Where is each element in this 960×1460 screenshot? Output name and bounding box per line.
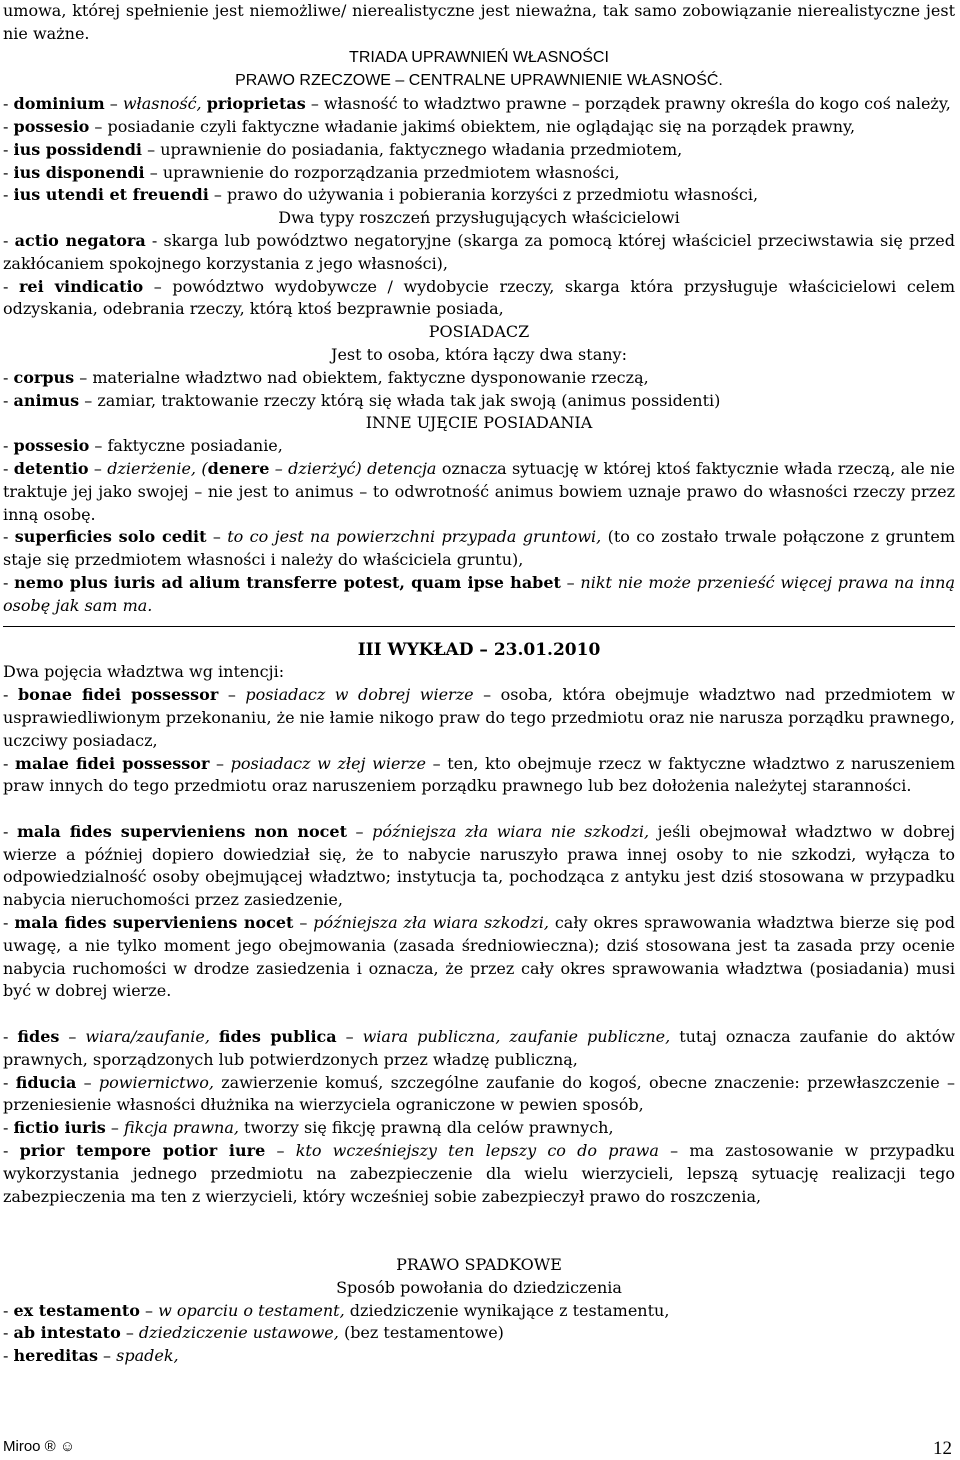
term: detentio xyxy=(13,458,89,478)
section-heading xyxy=(3,344,955,367)
translation: w oparciu o testament, xyxy=(158,1300,345,1320)
paragraph xyxy=(3,0,955,46)
section-heading xyxy=(3,321,955,344)
term: actio negatora xyxy=(14,230,146,250)
translation: posiadacz w dobrej wierze xyxy=(245,685,474,705)
text-run: - xyxy=(3,390,14,410)
text-run: - xyxy=(3,367,14,387)
translation: spadek, xyxy=(116,1346,179,1366)
term: mala fides supervieniens nocet xyxy=(14,913,294,933)
term: nemo plus iuris ad alium transferre potest, quam ipse habet xyxy=(14,572,561,592)
blank-line xyxy=(3,1208,955,1231)
text-run: - xyxy=(3,1072,16,1092)
text-run: – xyxy=(88,458,108,478)
text-run: - xyxy=(3,185,14,205)
paragraph xyxy=(3,1345,955,1368)
term: possesio xyxy=(13,116,90,136)
paragraph xyxy=(3,526,955,572)
paragraph xyxy=(3,1140,955,1208)
document-body xyxy=(3,0,955,1368)
page-number: 12 xyxy=(933,1438,952,1459)
section-heading xyxy=(3,69,955,93)
text-run: – uprawnienie do posiadania, faktycznego władania przedmiotem, xyxy=(142,139,683,159)
text-run: - xyxy=(3,685,18,705)
translation: dzierżenie, ( xyxy=(107,458,208,478)
text-run: - xyxy=(3,1346,14,1366)
term: possesio xyxy=(13,436,90,456)
paragraph xyxy=(3,184,955,207)
text-run: umowa, której spełnienie jest niemożliwe/ nierealistyczne jest nieważna, tak samo zobowiązanie nierealistyczne jest nie ważne. xyxy=(3,1,955,43)
term: fiducia xyxy=(15,1072,77,1092)
term: fictio iuris xyxy=(13,1118,106,1138)
text-run: – xyxy=(104,94,123,114)
section-heading xyxy=(3,1254,955,1277)
blank-line xyxy=(3,1231,955,1254)
text-run: - xyxy=(3,436,14,456)
paragraph xyxy=(3,367,955,390)
paragraph xyxy=(3,116,955,139)
paragraph xyxy=(3,276,955,322)
translation: kto wcześniejszy ten lepszy co do prawa xyxy=(295,1141,659,1161)
term: mala fides supervieniens non nocet xyxy=(16,821,347,841)
term: denere xyxy=(207,458,270,478)
translation: własność, xyxy=(122,94,202,114)
paragraph xyxy=(3,230,955,276)
text-run: POSIADACZ xyxy=(428,322,530,342)
text-run: Dwa pojęcia władztwa wg intencji: xyxy=(3,662,285,682)
blank-line xyxy=(3,798,955,821)
translation: wiara/zaufanie, xyxy=(85,1027,210,1047)
term: malae fidei possessor xyxy=(15,753,210,773)
translation: powiernictwo, xyxy=(98,1072,214,1092)
text-run: – xyxy=(560,572,581,592)
term: hereditas xyxy=(13,1346,98,1366)
term: rei vindicatio xyxy=(18,276,144,296)
text-run: - skarga lub powództwo negatoryjne (skarga za pomocą której właściciel przeciwstawia się przed zakłócaniem spokojnego korzystania z jego własności), xyxy=(3,230,956,273)
text-run: - xyxy=(3,821,17,841)
text-run: - xyxy=(3,162,14,182)
text-run: - xyxy=(3,913,15,933)
translation: późniejsza zła wiara nie szkodzi, xyxy=(372,821,650,841)
text-run: – xyxy=(218,685,246,705)
lecture-title xyxy=(3,639,955,662)
text-run: – xyxy=(59,1027,86,1047)
text-run: – ma zastosowanie w przypadku wykorzystania jednego przedmiotu na zabezpieczenie dla wielu wierzycieli, lepszą sytuację realizacji tego zabezpieczenia ma ten z wierzycieli, który wcześniej sobie zabezpieczył prawo do roszczenia, xyxy=(3,1141,955,1206)
translation: późniejsza zła wiara szkodzi, xyxy=(313,913,549,933)
paragraph xyxy=(3,684,955,752)
heading-text: TRIADA UPRAWNIEŃ WŁASNOŚCI xyxy=(349,48,609,66)
text-run: Sposób powołania do dziedziczenia xyxy=(336,1277,622,1297)
paragraph xyxy=(3,661,955,684)
text-run xyxy=(210,1027,219,1046)
text-run: – uprawnienie do rozporządzania przedmiotem własności, xyxy=(144,162,620,182)
text-run: dziedziczenie wynikające z testamentu, xyxy=(344,1300,670,1320)
paragraph xyxy=(3,390,955,413)
text-run: oznacza sytuację w której ktoś faktycznie włada rzeczą, ale nie traktuje jej jako swojej – nie jest to animus – to odwrotność animus bowiem uznaje prawo do własności rzeczy przez inną osobę. xyxy=(3,458,956,524)
section-heading xyxy=(3,46,955,70)
text-run: - xyxy=(3,753,16,773)
translation: – dzierżyć) detencja xyxy=(269,458,437,478)
text-run: - xyxy=(3,230,15,250)
text-run: - xyxy=(3,116,14,136)
page-footer xyxy=(3,1436,952,1460)
term: ius utendi et freuendi xyxy=(13,185,209,205)
text-run: - xyxy=(3,1323,14,1343)
text-run: - xyxy=(3,276,19,296)
term: ius disponendi xyxy=(13,162,145,182)
translation: wiara publiczna, zaufanie publiczne, xyxy=(362,1027,671,1047)
text-run: (to co zostało trwale połączone z gruntem staje się przedmiotem własności i należy do właściciela gruntu), xyxy=(3,527,956,570)
text-run: tworzy się fikcję prawną dla celów prawnych, xyxy=(238,1118,614,1138)
paragraph xyxy=(3,139,955,162)
translation: nikt nie może przenieść więcej prawa na inną osobę jak sam ma. xyxy=(3,572,955,615)
text-run: – xyxy=(209,753,231,773)
term: ius possidendi xyxy=(13,139,143,159)
text-run: – xyxy=(120,1323,139,1343)
text-run: - xyxy=(3,572,15,592)
text-run: - xyxy=(3,1300,14,1320)
footer-brand: Miroo ® ☺ xyxy=(3,1438,76,1455)
paragraph xyxy=(3,1300,955,1323)
paragraph xyxy=(3,753,955,799)
text-run: tutaj oznacza zaufanie do aktów prawnych, sporządzonych lub potwierdzonych przez władzę publiczną, xyxy=(3,1027,956,1069)
term: dominium xyxy=(13,94,105,114)
heading-text: PRAWO RZECZOWE – CENTRALNE UPRAWNIENIE WŁASNOŚĆ. xyxy=(235,72,723,90)
translation: to co jest na powierzchni przypada gruntowi, xyxy=(227,527,602,547)
term: fides xyxy=(17,1027,60,1047)
text-run: INNE UJĘCIE POSIADANIA xyxy=(365,413,593,433)
text-run: - xyxy=(3,527,15,547)
term: animus xyxy=(13,390,80,410)
text-run: – xyxy=(206,527,228,547)
text-run: – powództwo wydobywcze / wydobycie rzeczy, skarga która przysługuje właścicielowi celem odzyskania, odebrania rzeczy, którą ktoś bezprawnie posiada, xyxy=(3,276,956,319)
term: ab intestato xyxy=(13,1323,121,1343)
text-run: - xyxy=(3,1027,18,1047)
text-run: - xyxy=(3,94,14,114)
paragraph xyxy=(3,821,955,912)
text-run: - xyxy=(3,1118,14,1138)
text-run: – posiadanie czyli faktyczne władanie jakimś obiektem, nie oglądając się na porządek prawny, xyxy=(89,116,856,136)
text-run: – faktyczne posiadanie, xyxy=(89,436,283,456)
section-heading xyxy=(3,207,955,230)
paragraph xyxy=(3,1026,955,1072)
text-run: – xyxy=(76,1072,99,1092)
text-run: zawierzenie komuś, szczególne zaufanie do kogoś, obecne znaczenie: przewłaszczenie – przeniesienie własności dłużnika na wierzyciela ograniczone w pewien sposób, xyxy=(3,1072,955,1115)
paragraph xyxy=(3,1117,955,1140)
paragraph xyxy=(3,458,955,526)
text-run: (bez testamentowe) xyxy=(338,1323,504,1343)
paragraph xyxy=(3,1072,955,1118)
text-run: Jest to osoba, która łączy dwa stany: xyxy=(331,344,627,364)
translation: posiadacz w złej wierze xyxy=(230,753,426,773)
text-run: – xyxy=(139,1300,159,1320)
text-run: – prawo do używania i pobierania korzyści z przedmiotu własności, xyxy=(208,185,759,205)
text-run: – xyxy=(336,1027,363,1047)
text-run: - xyxy=(3,458,14,478)
paragraph xyxy=(3,435,955,458)
text-run: – xyxy=(97,1346,117,1366)
paragraph xyxy=(3,93,955,116)
text-run: - xyxy=(3,139,14,159)
text-run: – xyxy=(265,1141,296,1161)
paragraph xyxy=(3,162,955,185)
term: prioprietas xyxy=(206,94,306,114)
blank-line xyxy=(3,1003,955,1026)
text-run: – ten, kto obejmuje rzecz w faktyczne władztwo z naruszeniem praw innych do tego przedmiotu oraz naruszeniem porządku prawnego lub bez dołożenia należytej staranności. xyxy=(3,753,956,796)
section-heading xyxy=(3,412,955,435)
text-run: PRAWO SPADKOWE xyxy=(396,1255,562,1275)
text-run: - xyxy=(3,1141,20,1161)
text-run: – zamiar, traktowanie rzeczy którą się włada tak jak swoją (animus possidenti) xyxy=(79,390,721,410)
paragraph xyxy=(3,912,955,1003)
term: superficies solo cedit xyxy=(14,527,207,547)
text-run: – xyxy=(105,1118,124,1138)
text-run: – osoba, która obejmuje władztwo nad przedmiotem w usprawiedliwionym przekonaniu, że nie łamie nikogo praw do tego przedmiotu oraz nie narusza porządku prawnego, uczciwy posiadacz, xyxy=(3,685,956,750)
text-run: Dwa typy roszczeń przysługujących właścicielowi xyxy=(278,208,680,228)
text-run: cały okres sprawowania władztwa bierze się pod uwagę, a nie tylko moment jego obejmowania (zasada średniowieczna); dziś stosowana jest ta zasada przy ocenie nabycia ruchomości w drodze zasiedzenia i oznacza, że przez cały okres sprawowania władztwa (posiadania) musi być w dobrej wierze. xyxy=(3,913,955,1001)
term: prior tempore potior iure xyxy=(19,1141,266,1161)
paragraph xyxy=(3,572,955,618)
text-run: – xyxy=(346,821,373,841)
text-run: – xyxy=(293,913,314,933)
term: ex testamento xyxy=(13,1300,140,1320)
term: fides publica xyxy=(218,1027,337,1047)
paragraph xyxy=(3,1322,955,1345)
text-run: – własność to władztwo prawne – porządek prawny określa do kogo coś należy, xyxy=(305,94,951,114)
section-divider xyxy=(3,626,955,627)
text-run: – materialne władztwo nad obiektem, faktyczne dysponowanie rzeczą, xyxy=(74,367,649,387)
text-run: III WYKŁAD – 23.01.2010 xyxy=(357,639,601,660)
section-heading xyxy=(3,1277,955,1300)
term: corpus xyxy=(13,367,75,387)
translation: fikcja prawna, xyxy=(123,1118,239,1138)
term: bonae fidei possessor xyxy=(17,685,219,705)
text-run: jeśli obejmował władztwo w dobrej wierze a później dopiero dowiedział się, że to nabycie naruszyło prawa innej osoby to nie szkodzi, wyłącza to odpowiedzialność osoby obejmującej władztwo; instytucja ta, pochodząca z antyku jest dziś stosowana w przypadku nabycia nieruchomości przez zasiedzenie, xyxy=(3,821,956,910)
translation: dziedziczenie ustawowe, xyxy=(138,1323,339,1343)
